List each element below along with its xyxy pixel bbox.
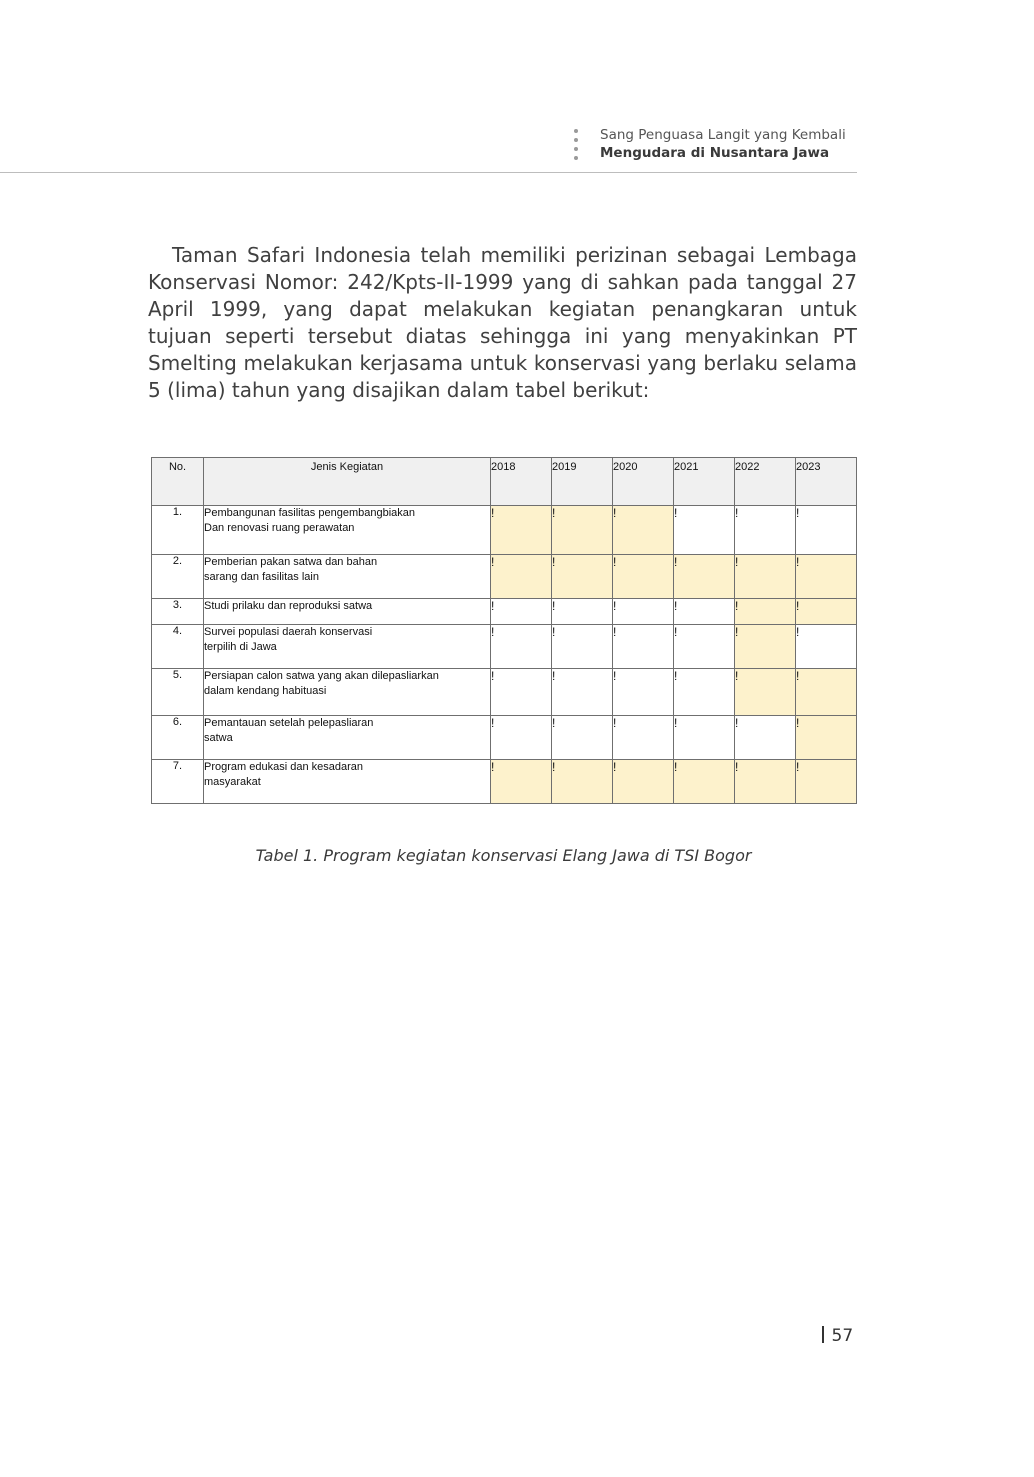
schedule-cell-active: [796, 555, 857, 599]
header-year: 2022: [735, 458, 796, 506]
row-number: 1.: [152, 506, 204, 555]
header-jenis-kegiatan: Jenis Kegiatan: [204, 458, 491, 506]
schedule-mark: !: [552, 506, 556, 520]
schedule-mark: !: [552, 555, 556, 569]
schedule-mark: !: [674, 625, 678, 639]
activity-text: Pemberian pakan satwa dan bahan: [204, 556, 378, 568]
table-caption: Tabel 1. Program kegiatan konservasi Elang Jawa di TSI Bogor: [255, 846, 752, 865]
schedule-mark: !: [674, 669, 678, 683]
schedule-mark: !: [552, 760, 556, 774]
activity-table: [151, 457, 857, 804]
activity-text: terpilih di Jawa: [204, 641, 277, 653]
schedule-mark: !: [674, 599, 678, 613]
schedule-cell-active: [735, 625, 796, 669]
activity-cell: [204, 716, 491, 760]
schedule-mark: !: [674, 716, 678, 730]
schedule-cell-active: [735, 555, 796, 599]
schedule-mark: !: [491, 555, 495, 569]
page-number-bar: [822, 1326, 824, 1343]
body-paragraph: Taman Safari Indonesia telah memiliki perizinan sebagai Lembaga Konservasi Nomor: 242/Kpts-II-1999 yang di sahkan pada tanggal 27 April 1999, yang dapat melakukan kegiatan penangkaran untuk tujuan seperti tersebut diatas sehingga ini yang menyakinkan PT Smelting melakukan kerjasama untuk konservasi yang berlaku selama 5 (lima) tahun yang disajikan dalam tabel berikut:: [148, 243, 857, 402]
row-number: 2.: [152, 555, 204, 599]
schedule-mark: !: [796, 669, 800, 683]
page-number-value: 57: [831, 1326, 854, 1346]
schedule-mark: !: [735, 716, 739, 730]
activity-cell: [204, 669, 491, 716]
schedule-cell: [796, 506, 857, 555]
activity-cell: [204, 625, 491, 669]
schedule-cell-active: [491, 506, 552, 555]
schedule-mark: !: [491, 506, 495, 520]
activity-text: satwa: [204, 732, 233, 744]
activity-text: Persiapan calon satwa yang akan dilepasliarkan: [204, 670, 439, 682]
schedule-cell-active: [552, 506, 613, 555]
activity-cell: [204, 760, 491, 804]
schedule-cell-active: [613, 506, 674, 555]
table-row: [152, 669, 857, 716]
schedule-mark: !: [674, 506, 678, 520]
schedule-cell: [674, 599, 735, 625]
schedule-cell-active: [552, 760, 613, 804]
schedule-cell: [735, 506, 796, 555]
header-year: 2019: [552, 458, 613, 506]
schedule-cell: [552, 669, 613, 716]
schedule-mark: !: [491, 716, 495, 730]
schedule-mark: !: [613, 625, 617, 639]
table-row: [152, 506, 857, 555]
schedule-mark: !: [796, 506, 800, 520]
header-no: No.: [152, 458, 204, 506]
schedule-mark: !: [613, 555, 617, 569]
schedule-mark: !: [552, 669, 556, 683]
header-divider: [0, 172, 857, 173]
schedule-mark: !: [552, 625, 556, 639]
row-number: 7.: [152, 760, 204, 804]
schedule-cell-active: [735, 669, 796, 716]
schedule-cell: [552, 625, 613, 669]
activity-cell: [204, 599, 491, 625]
activity-text: sarang dan fasilitas lain: [204, 571, 319, 583]
schedule-mark: !: [491, 669, 495, 683]
schedule-cell-active: [674, 760, 735, 804]
schedule-cell: [674, 716, 735, 760]
activity-text: Pembangunan fasilitas pengembangbiakan: [204, 507, 415, 519]
schedule-cell: [613, 599, 674, 625]
schedule-mark: !: [735, 599, 739, 613]
schedule-mark: !: [613, 760, 617, 774]
activity-text: Survei populasi daerah konservasi: [204, 626, 373, 638]
schedule-cell: [552, 599, 613, 625]
schedule-mark: !: [613, 506, 617, 520]
schedule-mark: !: [613, 669, 617, 683]
header-year: 2018: [491, 458, 552, 506]
activity-cell: [204, 506, 491, 555]
schedule-cell-active: [796, 669, 857, 716]
schedule-mark: !: [796, 760, 800, 774]
schedule-mark: !: [674, 760, 678, 774]
schedule-mark: !: [674, 555, 678, 569]
header-title-line2: Mengudara di Nusantara Jawa: [600, 145, 830, 161]
schedule-cell: [552, 716, 613, 760]
page-number: [822, 1326, 853, 1346]
schedule-cell: [735, 716, 796, 760]
schedule-cell-active: [491, 760, 552, 804]
row-number: 3.: [152, 599, 204, 625]
schedule-mark: !: [491, 760, 495, 774]
table-row: [152, 625, 857, 669]
schedule-mark: !: [735, 669, 739, 683]
header-year: 2021: [674, 458, 735, 506]
schedule-mark: !: [613, 599, 617, 613]
running-header: [574, 127, 864, 165]
schedule-cell-active: [552, 555, 613, 599]
schedule-mark: !: [552, 716, 556, 730]
schedule-mark: !: [796, 625, 800, 639]
row-number: 4.: [152, 625, 204, 669]
schedule-mark: !: [735, 506, 739, 520]
schedule-cell: [491, 599, 552, 625]
schedule-cell: [491, 716, 552, 760]
schedule-cell-active: [796, 599, 857, 625]
schedule-cell-active: [613, 555, 674, 599]
schedule-cell-active: [613, 760, 674, 804]
activity-text: Studi prilaku dan reproduksi satwa: [204, 600, 373, 612]
header-year: 2023: [796, 458, 857, 506]
activity-text: Program edukasi dan kesadaran: [204, 761, 363, 773]
activity-text: dalam kendang habituasi: [204, 685, 327, 697]
activity-text: Pemantauan setelah pelepasliaran: [204, 717, 374, 729]
schedule-cell: [491, 669, 552, 716]
header-dots-ornament: [574, 129, 580, 165]
schedule-mark: !: [735, 555, 739, 569]
table-row: [152, 599, 857, 625]
schedule-cell-active: [735, 760, 796, 804]
schedule-mark: !: [613, 716, 617, 730]
schedule-cell: [674, 506, 735, 555]
schedule-cell: [613, 669, 674, 716]
schedule-cell: [796, 625, 857, 669]
schedule-cell-active: [674, 555, 735, 599]
schedule-cell: [613, 625, 674, 669]
schedule-mark: !: [735, 625, 739, 639]
schedule-cell-active: [491, 555, 552, 599]
schedule-cell: [491, 625, 552, 669]
table-row: [152, 760, 857, 804]
schedule-cell: [613, 716, 674, 760]
activity-text: Dan renovasi ruang perawatan: [204, 522, 355, 534]
schedule-mark: !: [796, 716, 800, 730]
schedule-mark: !: [552, 599, 556, 613]
schedule-mark: !: [491, 625, 495, 639]
schedule-mark: !: [796, 599, 800, 613]
row-number: 5.: [152, 669, 204, 716]
table-row: [152, 716, 857, 760]
schedule-mark: !: [796, 555, 800, 569]
header-title-line1: Sang Penguasa Langit yang Kembali: [600, 127, 846, 143]
schedule-mark: !: [491, 599, 495, 613]
schedule-cell: [674, 669, 735, 716]
header-year: 2020: [613, 458, 674, 506]
activity-text: masyarakat: [204, 776, 261, 788]
schedule-mark: !: [735, 760, 739, 774]
schedule-cell-active: [796, 716, 857, 760]
table-header-row: [152, 458, 857, 506]
schedule-cell-active: [735, 599, 796, 625]
activity-cell: [204, 555, 491, 599]
schedule-cell: [674, 625, 735, 669]
schedule-cell-active: [796, 760, 857, 804]
table-row: [152, 555, 857, 599]
row-number: 6.: [152, 716, 204, 760]
